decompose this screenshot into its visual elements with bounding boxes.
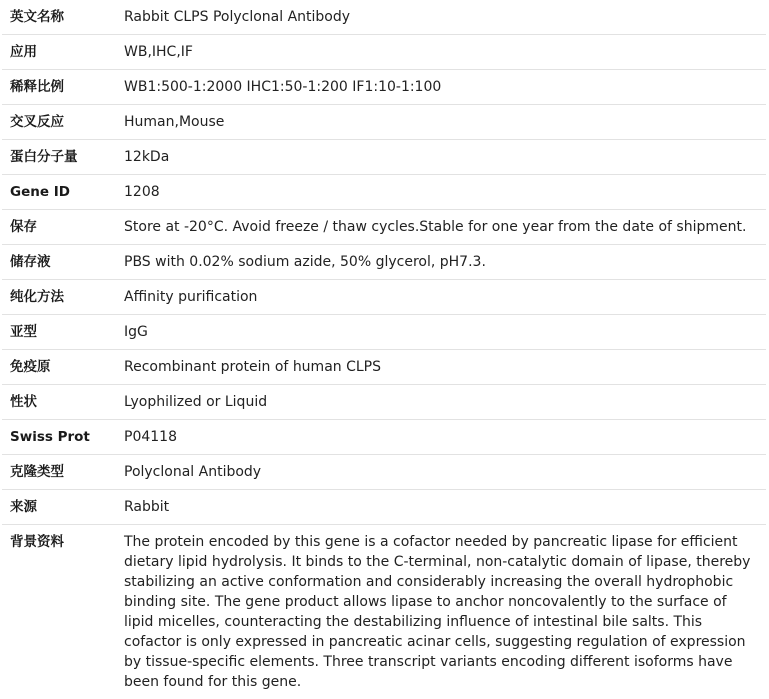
row-label: 来源 (2, 490, 124, 525)
row-label: 交叉反应 (2, 105, 124, 140)
row-value: WB,IHC,IF (124, 35, 766, 70)
row-background (2, 525, 766, 699)
row-clonality (2, 455, 766, 490)
row-host (2, 490, 766, 525)
row-value: P04118 (124, 420, 766, 455)
row-value: WB1:500-1:2000 IHC1:50-1:200 IF1:10-1:100 (124, 70, 766, 105)
row-value: 12kDa (124, 140, 766, 175)
row-label: 免疫原 (2, 350, 124, 385)
row-value: Polyclonal Antibody (124, 455, 766, 490)
row-label: 亚型 (2, 315, 124, 350)
row-value: PBS with 0.02% sodium azide, 50% glycerol, pH7.3. (124, 245, 766, 280)
row-label: 性状 (2, 385, 124, 420)
row-label: 纯化方法 (2, 280, 124, 315)
row-value: Human,Mouse (124, 105, 766, 140)
row-label: 背景资料 (2, 525, 124, 699)
row-cross-reactivity (2, 105, 766, 140)
row-dilution (2, 70, 766, 105)
product-spec-table (2, 0, 766, 699)
row-value: Rabbit CLPS Polyclonal Antibody (124, 0, 766, 35)
row-label: 蛋白分子量 (2, 140, 124, 175)
row-value: Rabbit (124, 490, 766, 525)
row-label: Swiss Prot (2, 420, 124, 455)
row-label: 保存 (2, 210, 124, 245)
row-swiss-prot (2, 420, 766, 455)
row-gene-id (2, 175, 766, 210)
row-value-background-text: The protein encoded by this gene is a cofactor needed by pancreatic lipase for efficient dietary lipid hydrolysis. It binds to the C-terminal, non-catalytic domain of lipase, thereby stabilizing an active conformation and considerably increasing the overall hydrophobic binding site. The gene product allows lipase to anchor noncovalently to the surface of lipid micelles, counteracting the destabilizing influence of intestinal bile salts. This cofactor is only expressed in pancreatic acinar cells, suggesting regulation of expression by tissue-specific elements. Three transcript variants encoding different isoforms have been found for this gene. (124, 525, 766, 699)
row-label: 英文名称 (2, 0, 124, 35)
row-value: Affinity purification (124, 280, 766, 315)
row-label: 稀释比例 (2, 70, 124, 105)
row-value: Lyophilized or Liquid (124, 385, 766, 420)
row-isotype (2, 315, 766, 350)
row-application (2, 35, 766, 70)
row-english-name (2, 0, 766, 35)
row-label: 应用 (2, 35, 124, 70)
row-molecular-weight (2, 140, 766, 175)
row-label: Gene ID (2, 175, 124, 210)
row-purification (2, 280, 766, 315)
row-label: 储存液 (2, 245, 124, 280)
row-value: 1208 (124, 175, 766, 210)
row-value: Recombinant protein of human CLPS (124, 350, 766, 385)
row-value: Store at -20°C. Avoid freeze / thaw cycles.Stable for one year from the date of shipment. (124, 210, 766, 245)
row-storage-buffer (2, 245, 766, 280)
row-form (2, 385, 766, 420)
row-value: IgG (124, 315, 766, 350)
row-immunogen (2, 350, 766, 385)
row-label: 克隆类型 (2, 455, 124, 490)
row-storage (2, 210, 766, 245)
